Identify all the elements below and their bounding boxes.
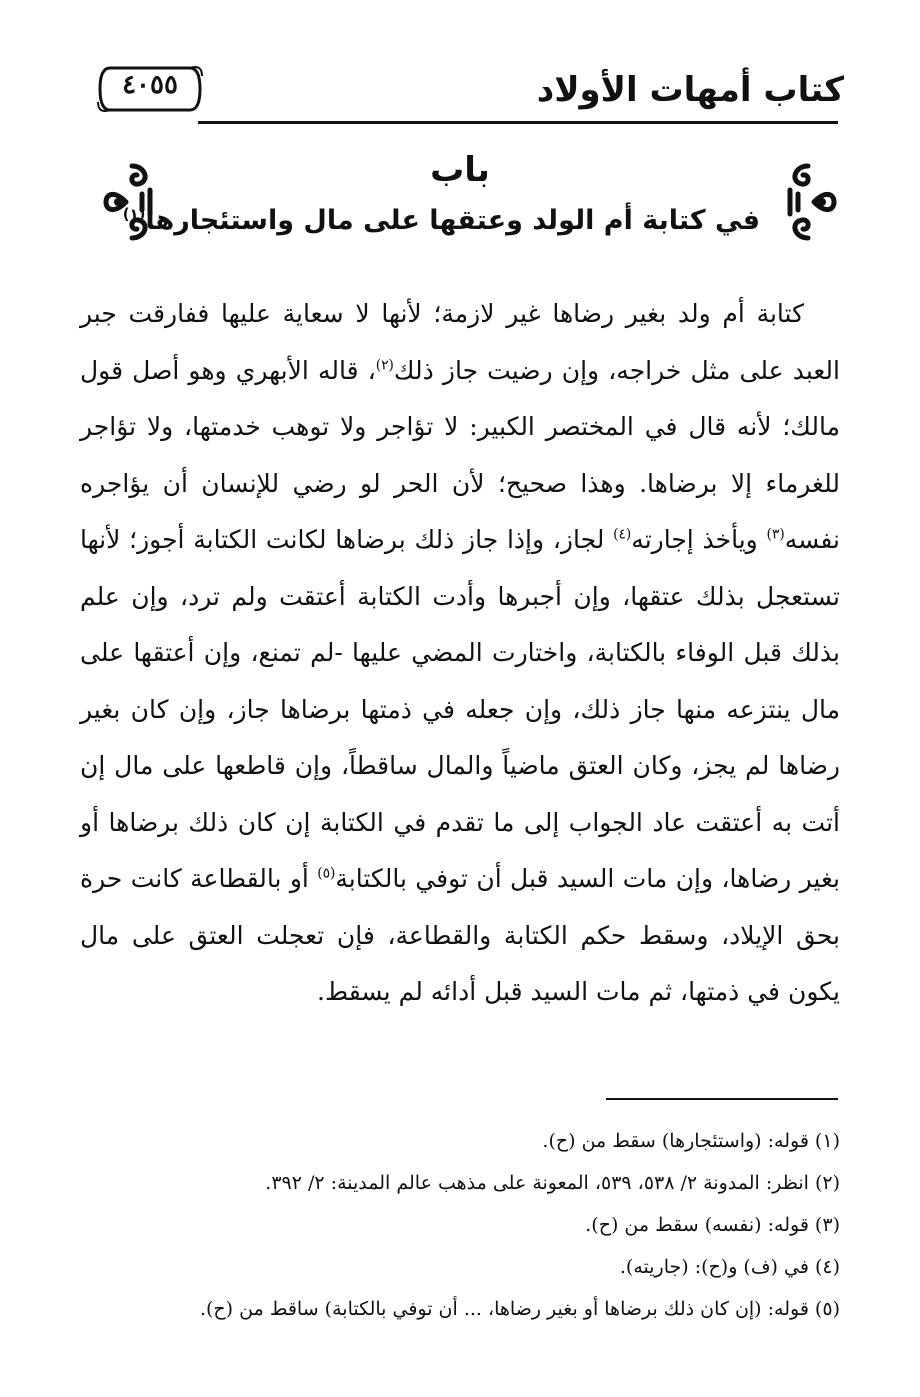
header-rule: [198, 121, 838, 124]
footnote-separator: [606, 1098, 838, 1100]
footnote: (٣) قوله: (نفسه) سقط من (ح).: [585, 1214, 840, 1236]
body-text: [80, 286, 840, 1021]
footnote-ref: (٤): [613, 526, 632, 543]
chapter-title: [122, 205, 760, 236]
body-segment: ، قاله الأبهري وهو أصل قول مالك؛ لأنه قال في المختصر الكبير: لا تؤاجر ولا توهب خدمتها، ولا تؤاجر للغرماء إلا برضاها. وهذا صحيح؛ لأن الحر لو رضي للإنسان أن يؤاجره نفسه: [80, 355, 840, 554]
body-segment: أو بالقطاعة كانت حرة بحق الإيلاد، وسقط حكم الكتابة والقطاعة، فإن تعجلت العتق على مال يكون في ذمتها، ثم مات السيد قبل أدائه لم يسقط.: [80, 864, 840, 1006]
body-segment: كتابة أم ولد بغير رضاها غير لازمة؛ لأنها لا سعاية عليها ففارقت جبر العبد على مثل خراجه، وإن رضيت جاز ذلك: [80, 299, 840, 385]
page-number: ٤٠٥٥: [122, 70, 178, 100]
footnote-ref: (١): [122, 205, 146, 223]
footnote-ref: (٢): [375, 357, 394, 374]
floral-ornament-icon: [100, 160, 162, 244]
chapter-label: باب: [430, 150, 490, 190]
footnote-ref: (٣): [766, 526, 785, 543]
body-segment: لجاز، وإذا جاز ذلك برضاها لكانت الكتابة أجوز؛ لأنها تستعجل بذلك عتقها، وإن أجبرها وأدت الكتابة أعتقت ولم ترد، وإن علم بذلك قبل الوفاء بالكتابة، واختارت المضي عليها -لم تمنع، وإن أعتقها على مال ينتزعه منها جاز ذلك، وإن جعله في ذمتها برضاها جاز، وإن كان بغير رضاها لم يجز، وكان العتق ماضياً والمال ساقطاً، وإن قاطعها على مال إن أتت به أعتقت عاد الجواب إلى ما تقدم في الكتابة إن كان ذلك برضاها أو بغير رضاها، وإن مات السيد قبل أن توفي بالكتابة: [80, 525, 840, 893]
main-paragraph: [80, 286, 840, 1021]
footnote: (١) قوله: (واستئجارها) سقط من (ح).: [542, 1130, 840, 1152]
footnote-ref: (٥): [317, 865, 336, 882]
body-segment: ويأخذ إجارته: [631, 525, 767, 554]
running-title: كتاب أمهات الأولاد: [536, 70, 844, 110]
footnote: (٢) انظر: المدونة ٢/ ٥٣٨، ٥٣٩، المعونة على مذهب عالم المدينة: ٢/ ٣٩٢.: [265, 1172, 840, 1194]
chapter-title-text: في كتابة أم الولد وعتقها على مال واستئجارها: [145, 205, 760, 236]
footnotes-list: [80, 1120, 840, 1330]
floral-ornament-icon: [778, 160, 840, 244]
footnote: (٥) قوله: (إن كان ذلك برضاها أو بغير رضاها، ... أن توفي بالكتابة) ساقط من (ح).: [199, 1298, 840, 1320]
footnote: (٤) في (ف) و(ح): (جاريته).: [619, 1256, 840, 1278]
